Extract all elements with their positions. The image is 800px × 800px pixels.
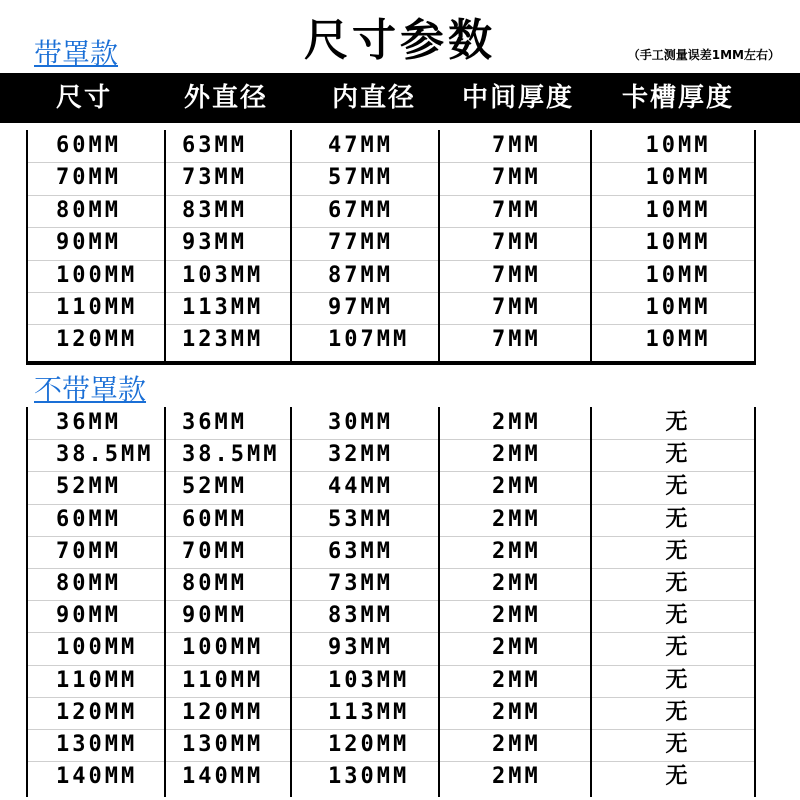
table-cell: 36MM — [182, 410, 247, 435]
row-divider — [26, 568, 754, 569]
row-divider — [26, 504, 754, 505]
table-without-cover — [26, 407, 754, 797]
column-divider — [26, 407, 28, 797]
table-cell: 100MM — [56, 262, 138, 288]
table-cell: 10MM — [645, 295, 711, 320]
table-cell: 30MM — [328, 410, 393, 435]
table-cell: 无 — [665, 699, 691, 725]
table-row — [26, 407, 754, 439]
table-with-cover — [26, 130, 754, 361]
table-cell: 93MM — [182, 230, 247, 256]
header-size: 尺寸 — [56, 83, 113, 113]
table-cell: 67MM — [328, 197, 393, 223]
table-cell: 70MM — [56, 165, 121, 191]
table-cell: 90MM — [56, 603, 121, 629]
table-cell: 123MM — [182, 327, 264, 353]
table-cell: 10MM — [645, 262, 711, 288]
table-cell: 无 — [665, 506, 691, 532]
table-cell: 130MM — [182, 732, 264, 757]
table-cell: 113MM — [182, 295, 264, 320]
table-cell: 无 — [665, 474, 691, 500]
table-cell: 2MM — [492, 764, 541, 790]
table-cell: 63MM — [328, 538, 393, 564]
table-cell: 120MM — [56, 699, 138, 725]
table-row — [26, 665, 754, 697]
table-cell: 90MM — [56, 230, 121, 256]
table-cell: 47MM — [328, 133, 393, 158]
table-cell: 2MM — [492, 667, 541, 693]
section-label-without-cover: 不带罩款 — [34, 373, 147, 406]
table-cell: 73MM — [182, 165, 247, 191]
table-cell: 无 — [665, 442, 691, 468]
table-cell: 36MM — [56, 410, 121, 435]
table-cell: 140MM — [182, 764, 264, 790]
table-cell: 38.5MM — [182, 442, 280, 468]
section-label-with-cover: 带罩款 — [34, 37, 119, 70]
table-row — [26, 632, 754, 664]
table-cell: 110MM — [56, 295, 138, 320]
row-divider — [26, 227, 754, 228]
table-cell: 无 — [665, 667, 691, 693]
table-cell: 83MM — [182, 197, 247, 223]
measurement-note: （手工测量误差1MM左右） — [627, 48, 780, 62]
table-row — [26, 162, 754, 194]
table-cell: 70MM — [182, 538, 247, 564]
table-row — [26, 761, 754, 793]
table-cell: 52MM — [56, 474, 121, 500]
table-cell: 2MM — [492, 732, 541, 757]
table-row — [26, 260, 754, 292]
table-cell: 52MM — [182, 474, 247, 500]
table-cell: 7MM — [492, 262, 541, 288]
row-divider — [26, 632, 754, 633]
table-cell: 无 — [665, 603, 691, 629]
table-cell: 120MM — [56, 327, 138, 353]
table-row — [26, 227, 754, 259]
row-divider — [26, 292, 754, 293]
table-cell: 93MM — [328, 635, 393, 661]
column-divider — [290, 130, 292, 361]
column-divider — [754, 130, 756, 361]
table-cell: 63MM — [182, 133, 247, 158]
table-row — [26, 697, 754, 729]
table-cell: 2MM — [492, 442, 541, 468]
table-cell: 44MM — [328, 474, 393, 500]
table-cell: 97MM — [328, 295, 393, 320]
table-cell: 103MM — [328, 667, 410, 693]
table-cell: 无 — [665, 732, 691, 757]
table-cell: 83MM — [328, 603, 393, 629]
table-cell: 80MM — [182, 571, 247, 596]
header-outer-diameter: 外直径 — [184, 83, 269, 113]
row-divider — [26, 162, 754, 163]
column-divider — [590, 407, 592, 797]
table-cell: 7MM — [492, 230, 541, 256]
table-row — [26, 439, 754, 471]
table-cell: 2MM — [492, 410, 541, 435]
table-cell: 113MM — [328, 699, 410, 725]
table-cell: 无 — [665, 764, 691, 790]
table-cell: 7MM — [492, 327, 541, 353]
column-divider — [754, 407, 756, 797]
table-cell: 2MM — [492, 474, 541, 500]
header-middle-thickness: 中间厚度 — [462, 83, 575, 113]
column-divider — [590, 130, 592, 361]
table-cell: 10MM — [645, 165, 711, 191]
table-row — [26, 536, 754, 568]
table-cell: 80MM — [56, 197, 121, 223]
table-cell: 2MM — [492, 571, 541, 596]
table-cell: 10MM — [645, 230, 711, 256]
table-cell: 无 — [665, 635, 691, 661]
table-cell: 2MM — [492, 538, 541, 564]
column-divider — [438, 407, 440, 797]
table-cell: 77MM — [328, 230, 393, 256]
table-row — [26, 324, 754, 356]
page-title: 尺寸参数 — [304, 15, 496, 66]
table-cell: 10MM — [645, 327, 711, 353]
row-divider — [26, 761, 754, 762]
table-cell: 60MM — [56, 133, 121, 158]
table-cell: 2MM — [492, 506, 541, 532]
column-divider — [438, 130, 440, 361]
table-cell: 10MM — [645, 133, 711, 158]
row-divider — [26, 536, 754, 537]
table-cell: 38.5MM — [56, 442, 154, 468]
header-slot-thickness: 卡槽厚度 — [622, 83, 735, 113]
table-cell: 无 — [665, 538, 691, 564]
row-divider — [26, 600, 754, 601]
column-divider — [290, 407, 292, 797]
table-cell: 2MM — [492, 603, 541, 629]
table-cell: 100MM — [182, 635, 264, 661]
table-row — [26, 130, 754, 162]
row-divider — [26, 729, 754, 730]
table-cell: 无 — [665, 410, 691, 435]
table-cell: 60MM — [56, 506, 121, 532]
table-cell: 2MM — [492, 699, 541, 725]
table-row — [26, 292, 754, 324]
table-row — [26, 600, 754, 632]
table-cell: 120MM — [328, 732, 410, 757]
row-divider — [26, 195, 754, 196]
table-cell: 120MM — [182, 699, 264, 725]
table-cell: 无 — [665, 571, 691, 596]
table-cell: 70MM — [56, 538, 121, 564]
table-cell: 110MM — [56, 667, 138, 693]
table-row — [26, 504, 754, 536]
row-divider — [26, 439, 754, 440]
table-cell: 2MM — [492, 635, 541, 661]
table-cell: 57MM — [328, 165, 393, 191]
table-cell: 10MM — [645, 197, 711, 223]
table-row — [26, 568, 754, 600]
row-divider — [26, 697, 754, 698]
row-divider — [26, 471, 754, 472]
table-row — [26, 729, 754, 761]
table-cell: 100MM — [56, 635, 138, 661]
table-row — [26, 195, 754, 227]
row-divider — [26, 260, 754, 261]
table-cell: 90MM — [182, 603, 247, 629]
table-cell: 7MM — [492, 133, 541, 158]
table-header — [0, 73, 800, 123]
table-cell: 103MM — [182, 262, 264, 288]
table-cell: 110MM — [182, 667, 264, 693]
table-cell: 60MM — [182, 506, 247, 532]
table-cell: 32MM — [328, 442, 393, 468]
header-inner-diameter: 内直径 — [332, 83, 417, 113]
table-cell: 53MM — [328, 506, 393, 532]
table-cell: 80MM — [56, 571, 121, 596]
table-cell: 7MM — [492, 197, 541, 223]
table-cell: 73MM — [328, 571, 393, 596]
row-divider — [26, 324, 754, 325]
table-cell: 7MM — [492, 295, 541, 320]
table-cell: 107MM — [328, 327, 410, 353]
column-divider — [164, 407, 166, 797]
row-divider — [26, 665, 754, 666]
column-divider — [164, 130, 166, 361]
table-row — [26, 471, 754, 503]
table-cell: 7MM — [492, 165, 541, 191]
table-cell: 130MM — [328, 764, 410, 790]
table-cell: 140MM — [56, 764, 138, 790]
column-divider — [26, 130, 28, 361]
table-cell: 130MM — [56, 732, 138, 757]
section-divider — [26, 361, 756, 365]
table-cell: 87MM — [328, 262, 393, 288]
